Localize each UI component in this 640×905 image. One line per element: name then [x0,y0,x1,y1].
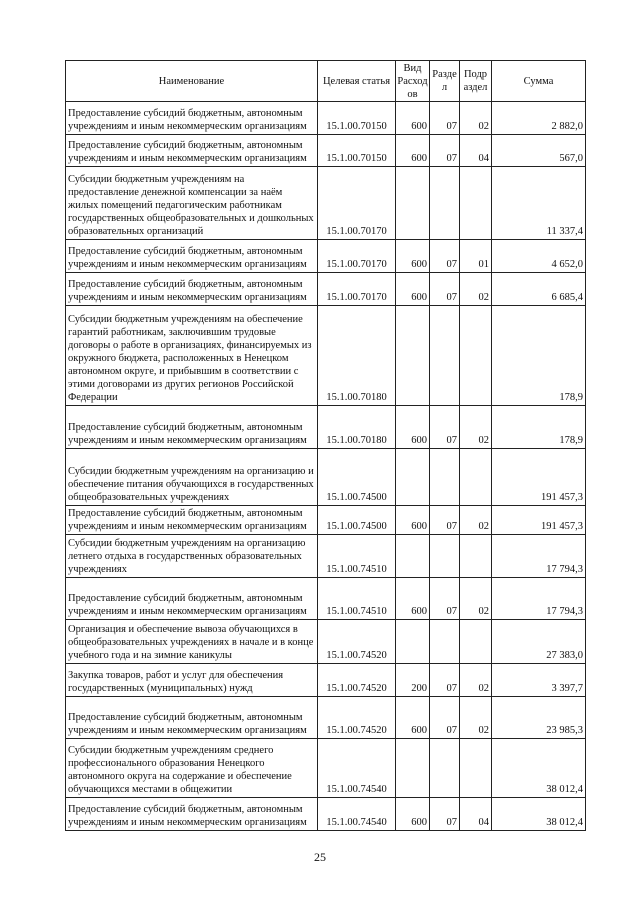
row-subsection: 02 [460,697,492,739]
table-body [66,102,586,831]
row-section: 07 [430,273,460,306]
row-subsection: 02 [460,506,492,535]
row-name: Предоставление субсидий бюджетным, автономным учреждениям и иным некоммерческим организациям [66,697,318,739]
row-expense-type: 600 [396,240,430,273]
row-sum: 178,9 [492,306,586,406]
row-sum: 38 012,4 [492,798,586,831]
row-name: Предоставление субсидий бюджетным, автономным учреждениям и иным некоммерческим организациям [66,578,318,620]
table-row [66,167,586,240]
row-subsection: 02 [460,578,492,620]
header-target-article: Целевая статья [318,61,396,102]
row-section: 07 [430,135,460,167]
row-section: 07 [430,664,460,697]
row-target-article: 15.1.00.74500 [318,449,396,506]
row-section: 07 [430,102,460,135]
row-target-article: 15.1.00.74510 [318,535,396,578]
row-subsection: 02 [460,664,492,697]
row-section [430,739,460,798]
table-row [66,406,586,449]
table-row [66,578,586,620]
row-subsection: 02 [460,102,492,135]
table-row [66,240,586,273]
row-name: Предоставление субсидий бюджетным, автономным учреждениям и иным некоммерческим организациям [66,506,318,535]
row-target-article: 15.1.00.70170 [318,273,396,306]
table-row [66,449,586,506]
row-name: Предоставление субсидий бюджетным, автономным учреждениям и иным некоммерческим организациям [66,102,318,135]
row-sum: 27 383,0 [492,620,586,664]
row-subsection [460,739,492,798]
row-expense-type: 600 [396,697,430,739]
row-section: 07 [430,697,460,739]
row-name: Субсидии бюджетным учреждениям на обеспечение гарантий работникам, заключившим трудовые договоры о работе в организациях, финансируемых из окружного бюджета, расположенных в Ненецком автономном округе, и прибывшим в соответствии с этими договорами из других регионов Российской Федерации [66,306,318,406]
row-expense-type [396,739,430,798]
row-section [430,535,460,578]
row-sum: 4 652,0 [492,240,586,273]
row-subsection: 02 [460,406,492,449]
table-row [66,798,586,831]
row-subsection [460,535,492,578]
row-target-article: 15.1.00.70170 [318,167,396,240]
row-expense-type: 600 [396,578,430,620]
row-section [430,449,460,506]
header-expense-type: Вид Расход ов [397,62,428,100]
row-target-article: 15.1.00.74510 [318,578,396,620]
row-expense-type: 600 [396,406,430,449]
row-expense-type: 600 [396,273,430,306]
row-target-article: 15.1.00.74520 [318,620,396,664]
row-section: 07 [430,506,460,535]
row-expense-type [396,167,430,240]
row-name: Организация и обеспечение вывоза обучающихся в общеобразовательных учреждениях в начале и в конце учебного года и на зимние каникулы [66,620,318,664]
header-name: Наименование [66,61,318,102]
row-sum: 2 882,0 [492,102,586,135]
row-sum: 11 337,4 [492,167,586,240]
row-subsection [460,620,492,664]
row-sum: 38 012,4 [492,739,586,798]
row-subsection: 04 [460,798,492,831]
row-target-article: 15.1.00.70180 [318,406,396,449]
row-expense-type [396,620,430,664]
row-expense-type: 600 [396,798,430,831]
table-row [66,135,586,167]
row-sum: 17 794,3 [492,535,586,578]
row-subsection: 02 [460,273,492,306]
row-section [430,620,460,664]
row-target-article: 15.1.00.74520 [318,697,396,739]
row-sum: 191 457,3 [492,449,586,506]
row-sum: 567,0 [492,135,586,167]
row-target-article: 15.1.00.74520 [318,664,396,697]
row-expense-type: 600 [396,102,430,135]
header-sum: Сумма [492,61,586,102]
row-name: Субсидии бюджетным учреждениям на организацию летнего отдыха в государственных образовательных учреждениях [66,535,318,578]
row-name: Субсидии бюджетным учреждениям на предоставление денежной компенсации за наём жилых помещений педагогическим работникам государственных общеобразовательных и дошкольных образовательных организаций [66,167,318,240]
table-row [66,620,586,664]
table-row [66,697,586,739]
row-expense-type [396,535,430,578]
row-section [430,167,460,240]
row-target-article: 15.1.00.70170 [318,240,396,273]
row-section [430,306,460,406]
row-section: 07 [430,240,460,273]
table-header-row [66,61,586,102]
row-section: 07 [430,798,460,831]
row-expense-type [396,449,430,506]
table-row [66,306,586,406]
row-sum: 6 685,4 [492,273,586,306]
table-row [66,102,586,135]
row-expense-type: 600 [396,135,430,167]
row-sum: 191 457,3 [492,506,586,535]
table-row [66,664,586,697]
row-target-article: 15.1.00.74500 [318,506,396,535]
row-name: Субсидии бюджетным учреждениям на организацию и обеспечение питания обучающихся в государственных общеобразовательных учреждениях [66,449,318,506]
row-target-article: 15.1.00.70150 [318,135,396,167]
row-sum: 178,9 [492,406,586,449]
row-section: 07 [430,578,460,620]
row-subsection [460,306,492,406]
table-row [66,535,586,578]
row-sum: 23 985,3 [492,697,586,739]
row-target-article: 15.1.00.70180 [318,306,396,406]
row-expense-type [396,306,430,406]
row-target-article: 15.1.00.70150 [318,102,396,135]
row-sum: 17 794,3 [492,578,586,620]
row-subsection: 01 [460,240,492,273]
table-row [66,273,586,306]
budget-table [65,60,586,831]
row-name: Закупка товаров, работ и услуг для обеспечения государственных (муниципальных) нужд [66,664,318,697]
row-name: Предоставление субсидий бюджетным, автономным учреждениям и иным некоммерческим организациям [66,406,318,449]
row-name: Предоставление субсидий бюджетным, автономным учреждениям и иным некоммерческим организациям [66,240,318,273]
row-sum: 3 397,7 [492,664,586,697]
row-section: 07 [430,406,460,449]
header-section: Разде л [430,61,460,102]
row-subsection: 04 [460,135,492,167]
row-subsection [460,449,492,506]
row-expense-type: 600 [396,506,430,535]
row-name: Предоставление субсидий бюджетным, автономным учреждениям и иным некоммерческим организациям [66,798,318,831]
row-name: Субсидии бюджетным учреждениям среднего профессионального образования Ненецкого автономного округа на содержание и обеспечение обучающихся местами в общежитии [66,739,318,798]
row-expense-type: 200 [396,664,430,697]
row-name: Предоставление субсидий бюджетным, автономным учреждениям и иным некоммерческим организациям [66,273,318,306]
table-row [66,506,586,535]
row-subsection [460,167,492,240]
row-target-article: 15.1.00.74540 [318,798,396,831]
page-number: 25 [314,850,326,864]
table-row [66,739,586,798]
row-target-article: 15.1.00.74540 [318,739,396,798]
row-name: Предоставление субсидий бюджетным, автономным учреждениям и иным некоммерческим организациям [66,135,318,167]
header-subsection: Подр аздел [460,61,492,102]
